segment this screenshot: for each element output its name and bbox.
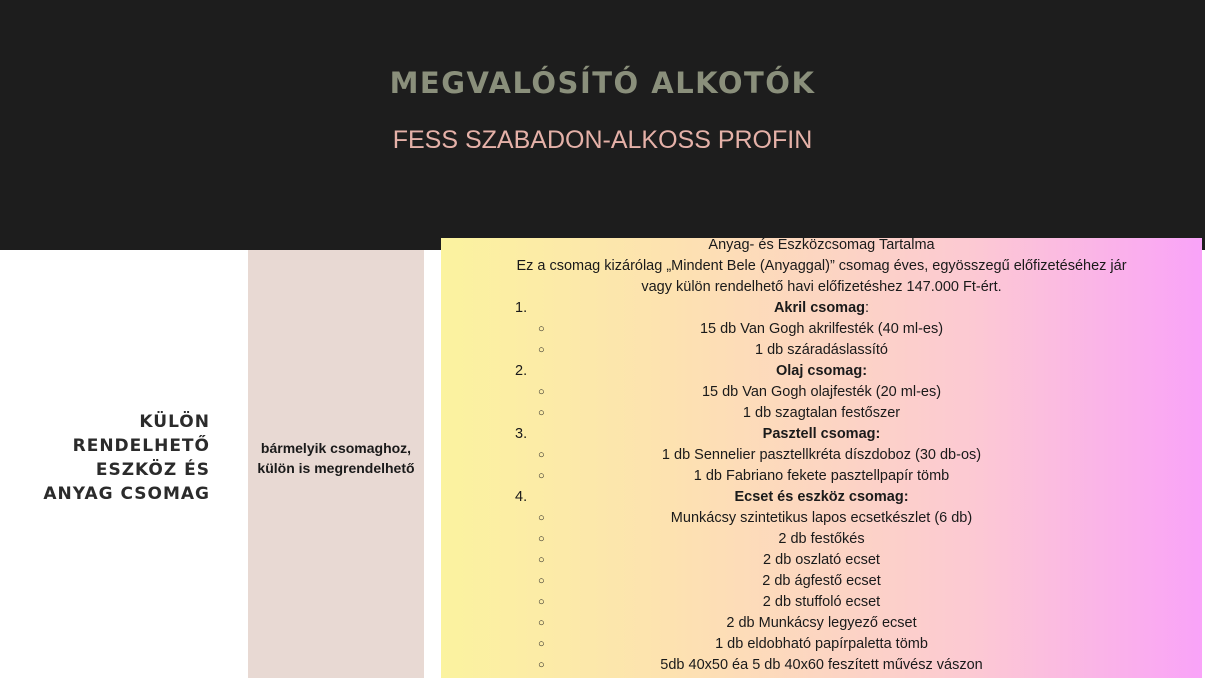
bullet-icon: ○ (538, 533, 545, 545)
item-text: 5db 40x50 éa 5 db 40x60 feszített művész vászon (660, 657, 983, 673)
list-item (441, 382, 1202, 403)
bullet-icon: ○ (538, 323, 545, 335)
item-text: 15 db Van Gogh olajfesték (20 ml-es) (701, 384, 942, 400)
list-item (441, 340, 1202, 361)
list-item (441, 571, 1202, 592)
bullet-icon: ○ (538, 386, 545, 398)
package-intro-line: Ez a csomag kizárólag „Mindent Bele (Anyaggal)” csomag éves, egyösszegű előfizetéséhez jár (516, 258, 1127, 274)
group-title-bold: Akril csomag (773, 300, 866, 316)
section-label-line: ANYAG CSOMAG (43, 484, 210, 504)
bullet-icon: ○ (538, 470, 545, 482)
item-text: 2 db ágfestő ecset (762, 573, 881, 589)
item-text: 1 db száradáslassító (755, 342, 888, 358)
item-text: 1 db Fabriano fekete pasztellpapír tömb (693, 468, 950, 484)
group-title: Olaj csomag: (775, 363, 868, 379)
list-number: 4. (515, 489, 528, 505)
item-text: 2 db festőkés (778, 531, 865, 547)
page-subtitle: FESS SZABADON-ALKOSS PROFIN (392, 126, 813, 154)
list-item (441, 319, 1202, 340)
group-title (441, 298, 1202, 319)
item-text: 1 db eldobható papírpaletta tömb (715, 636, 928, 652)
list-item (441, 655, 1202, 676)
availability-note-line: bármelyik csomaghoz, (260, 440, 412, 456)
list-item (441, 403, 1202, 424)
bullet-icon: ○ (538, 659, 545, 671)
list-item (441, 529, 1202, 550)
page-title: MEGVALÓSÍTÓ ALKOTÓK (389, 66, 816, 100)
list-item (441, 613, 1202, 634)
package-intro-row (441, 277, 1202, 298)
availability-column (248, 250, 424, 678)
bullet-icon: ○ (538, 407, 545, 419)
group-title: Pasztell csomag: (762, 426, 881, 442)
list-number: 3. (515, 426, 528, 442)
group-title-suffix: : (865, 300, 870, 316)
bullet-icon: ○ (538, 575, 545, 587)
package-intro-line: vagy külön rendelhető havi előfizetéshez 147.000 Ft-ért. (641, 279, 1002, 295)
list-item (441, 466, 1202, 487)
section-label (0, 410, 210, 506)
list-item (441, 508, 1202, 529)
availability-note-line: külön is megrendelhető (257, 460, 415, 476)
section-label-line: KÜLÖN (139, 412, 210, 432)
item-text: 1 db szagtalan festőszer (742, 405, 901, 421)
bullet-icon: ○ (538, 344, 545, 356)
list-item (441, 445, 1202, 466)
bullet-icon: ○ (538, 554, 545, 566)
header-banner (0, 0, 1205, 250)
list-number: 2. (515, 363, 528, 379)
list-item (441, 487, 1202, 508)
list-number: 1. (515, 300, 528, 316)
package-heading-row (441, 235, 1202, 256)
item-text: 2 db stuffoló ecset (762, 594, 881, 610)
list-item (441, 361, 1202, 382)
bullet-icon: ○ (538, 596, 545, 608)
package-intro-row (441, 256, 1202, 277)
item-text: Munkácsy szintetikus lapos ecsetkészlet (6 db) (670, 510, 973, 526)
bullet-icon: ○ (538, 638, 545, 650)
list-item (441, 298, 1202, 319)
package-contents-panel (441, 238, 1202, 678)
bullet-icon: ○ (538, 617, 545, 629)
item-text: 2 db oszlató ecset (763, 552, 880, 568)
list-item (441, 592, 1202, 613)
item-text: 15 db Van Gogh akrilfesték (40 ml-es) (699, 321, 944, 337)
package-heading: Anyag- és Eszközcsomag Tartalma (708, 237, 935, 253)
group-title: Ecset és eszköz csomag: (734, 489, 909, 505)
section-label-line: RENDELHETŐ (72, 436, 210, 456)
item-text: 2 db Munkácsy legyező ecset (726, 615, 917, 631)
bullet-icon: ○ (538, 449, 545, 461)
list-item (441, 634, 1202, 655)
section-label-line: ESZKÖZ ÉS (95, 460, 210, 480)
list-item (441, 424, 1202, 445)
item-text: 1 db Sennelier pasztellkréta díszdoboz (30 db-os) (661, 447, 982, 463)
list-item (441, 550, 1202, 571)
availability-note (248, 438, 424, 478)
bullet-icon: ○ (538, 512, 545, 524)
